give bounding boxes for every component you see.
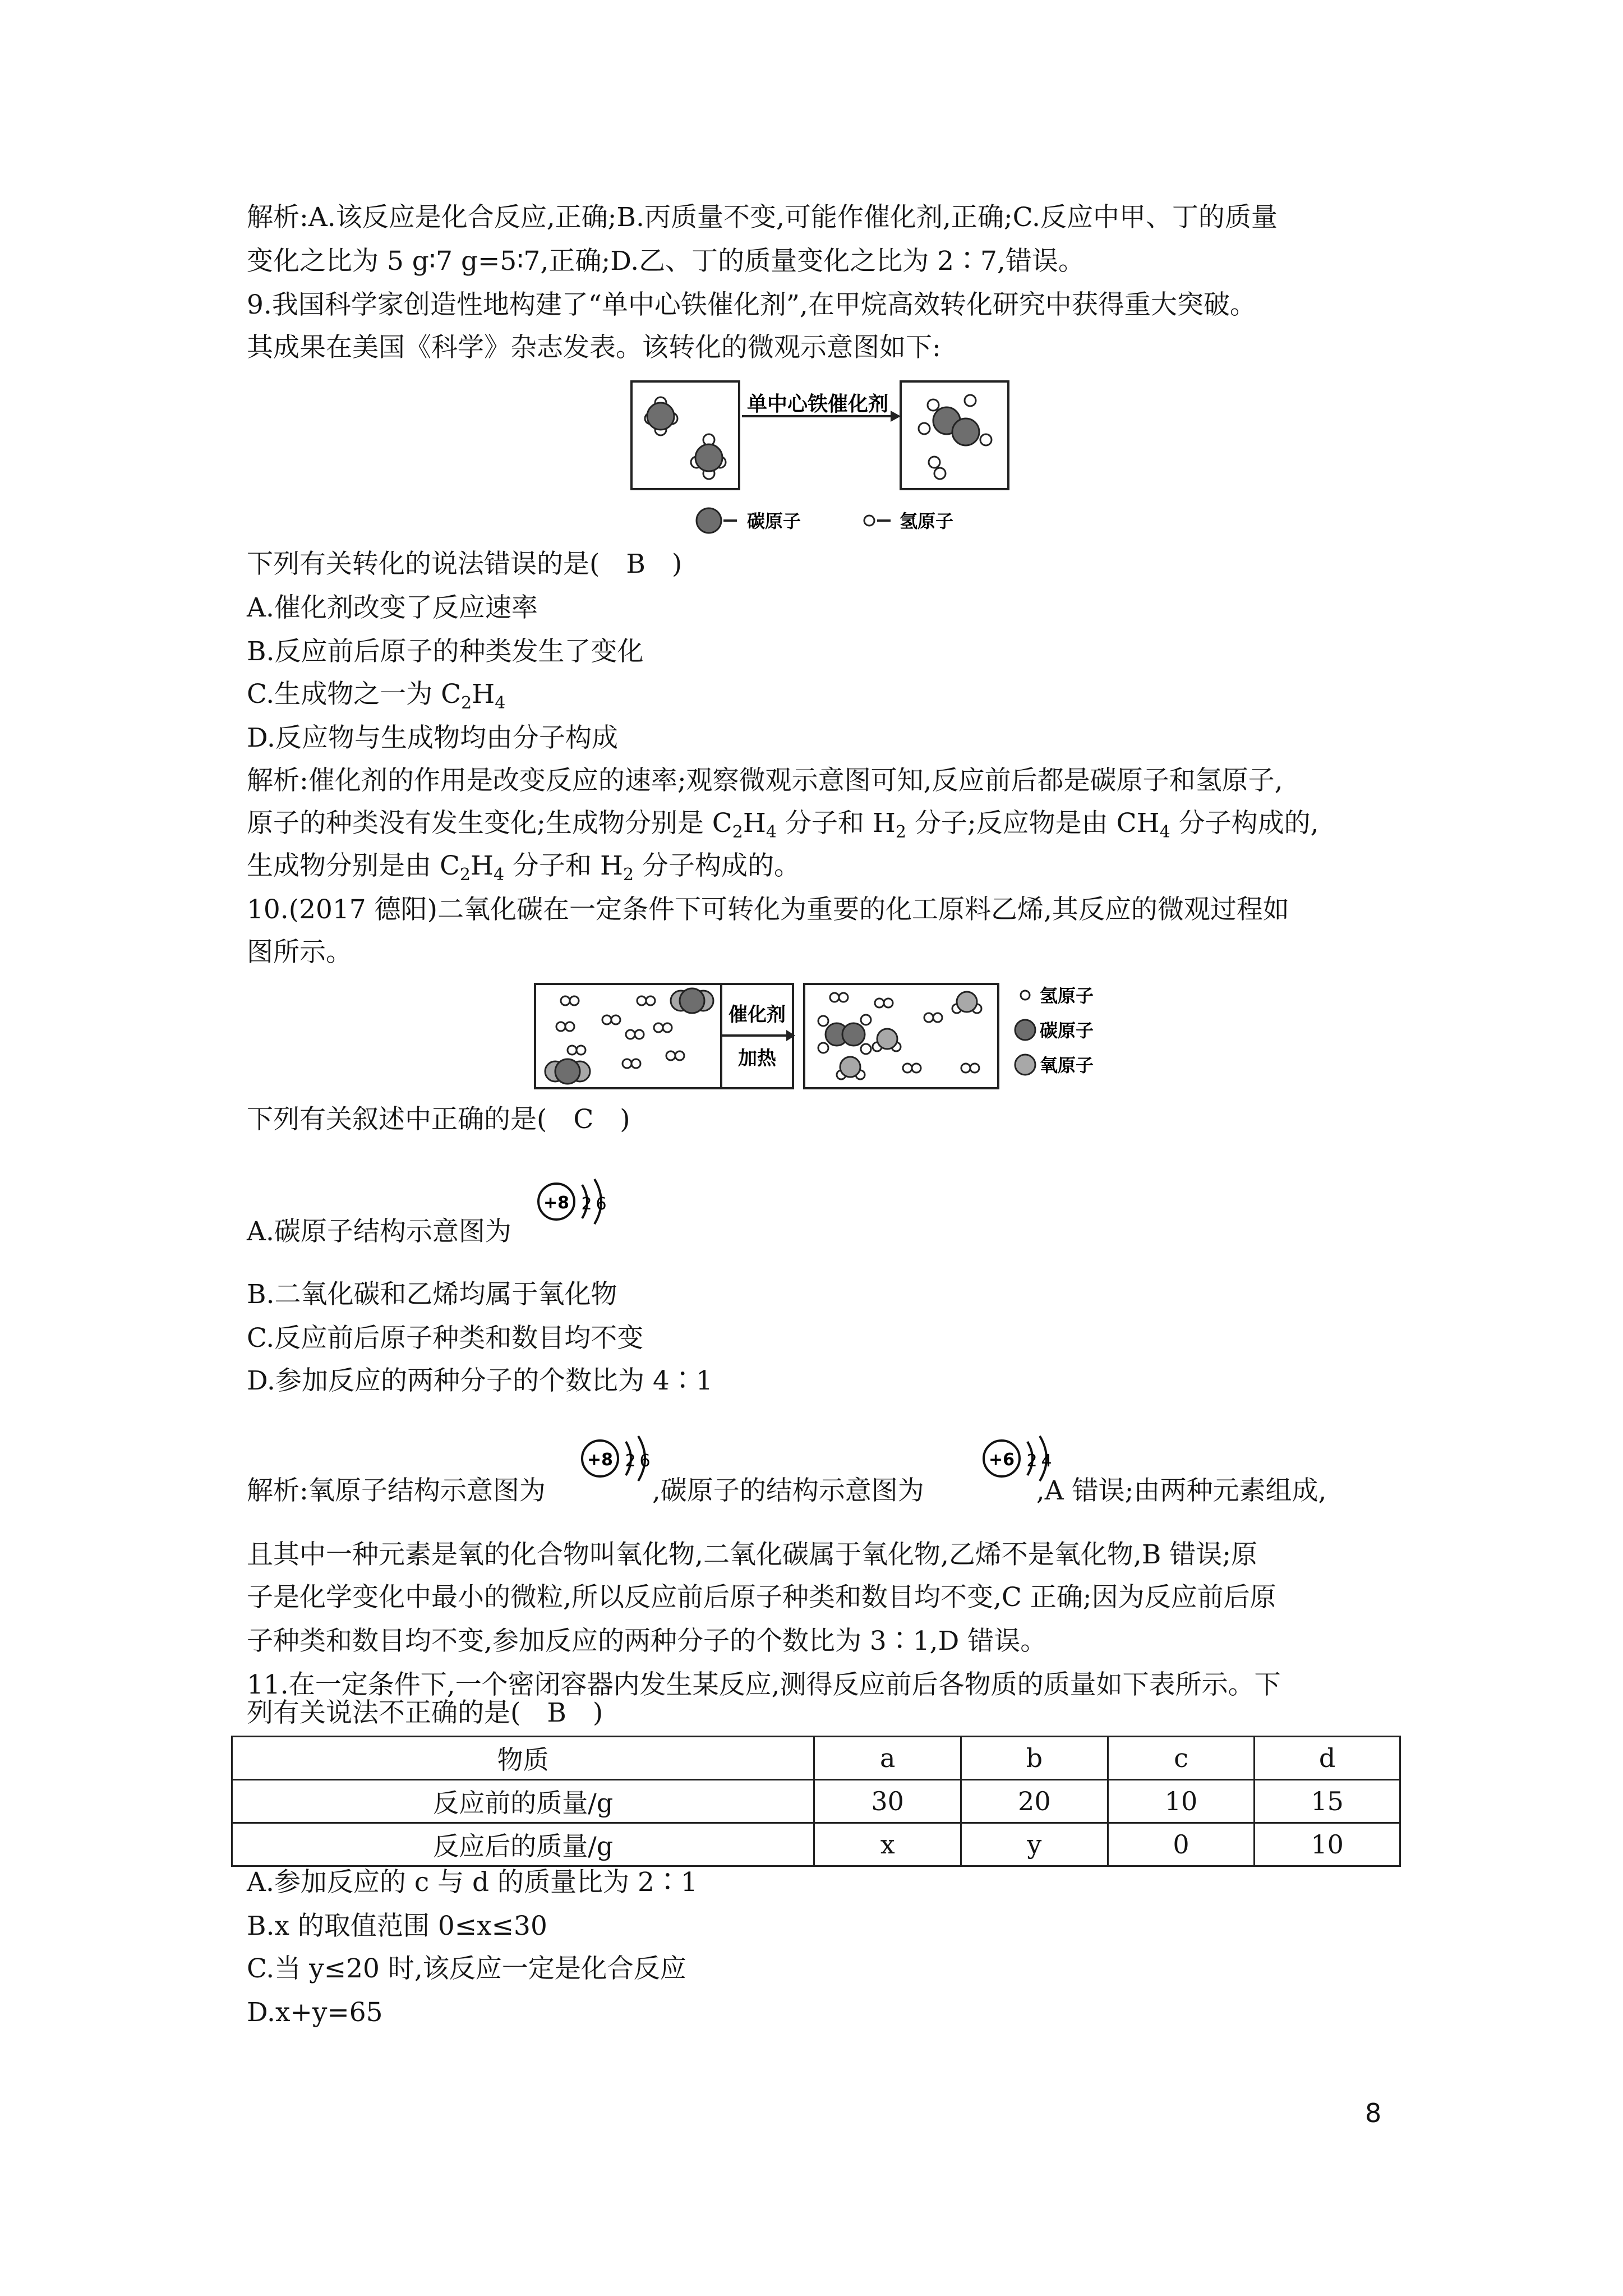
- table-cell: 0: [1108, 1823, 1255, 1866]
- analysis-q10-line1: 解析:氧原子结构示意图为 ,碳原子的结构示意图为 ,A 错误;由两种元素组成,: [247, 1475, 1327, 1506]
- analysis-q10-line3: 子是化学变化中最小的微粒,所以反应前后原子种类和数目均不变,C 正确;因为反应前后原: [247, 1582, 1276, 1613]
- table-cell: 10: [1108, 1780, 1255, 1823]
- svg-text:+8: +8: [543, 1193, 570, 1213]
- question-10-option-c: C.反应前后原子种类和数目均不变: [247, 1323, 644, 1354]
- question-9-option-a: A.催化剂改变了反应速率: [247, 592, 538, 623]
- question-10-line2: 图所示。: [247, 937, 352, 968]
- svg-text:4: 4: [1041, 1451, 1052, 1471]
- table-header-cell: d: [1255, 1737, 1400, 1780]
- table-cell: 30: [814, 1780, 961, 1823]
- svg-text:氢原子: 氢原子: [900, 510, 954, 532]
- question-11-option-b: B.x 的取值范围 0≤x≤30: [247, 1911, 547, 1941]
- svg-text:氧原子: 氧原子: [1040, 1055, 1094, 1076]
- analysis-q10-line4: 子种类和数目均不变,参加反应的两种分子的个数比为 3∶1,D 错误。: [247, 1626, 1047, 1657]
- legend-carbon: [697, 508, 801, 533]
- carbon-atom-structure-diagram: [978, 1430, 1079, 1500]
- table-header-cell: c: [1108, 1737, 1255, 1780]
- question-9-option-d: D.反应物与生成物均由分子构成: [247, 723, 618, 753]
- svg-text:2: 2: [625, 1451, 636, 1471]
- table-cell: 10: [1255, 1823, 1400, 1866]
- water-molecule-3: [837, 1057, 865, 1079]
- analysis-q10-line2: 且其中一种元素是氧的化合物叫氧化物,二氧化碳属于氧化物,乙烯不是氧化物,B 错误;原: [247, 1539, 1258, 1570]
- question-9-option-c: C.生成物之一为 $C_2H_4$: [247, 679, 506, 713]
- condition-heat: 加热: [738, 1047, 776, 1070]
- question-11-line2: 列有关说法不正确的是( B ): [247, 1697, 603, 1728]
- question-10-line1: 10.(2017 德阳)二氧化碳在一定条件下可转化为重要的化工原料乙烯,其反应的微观过程如: [247, 894, 1289, 925]
- question-10-stem: 下列有关叙述中正确的是( C ): [247, 1104, 630, 1135]
- hydrogen-molecules-reactant: [556, 996, 684, 1068]
- oxygen-atom-structure-diagram-a: [533, 1174, 634, 1243]
- water-molecule-1: [952, 992, 981, 1013]
- oxygen-atom-structure-diagram: [577, 1430, 677, 1500]
- legend-carbon: [1015, 1020, 1094, 1041]
- water-molecule-2: [873, 1029, 901, 1051]
- legend-hydrogen: [864, 510, 953, 532]
- svg-text:+8: +8: [587, 1450, 614, 1470]
- condition-catalyst: 催化剂: [728, 1004, 786, 1026]
- table-header-cell: 物质: [232, 1737, 814, 1780]
- question-10-option-b: B.二氧化碳和乙烯均属于氧化物: [247, 1279, 617, 1310]
- methane-conversion-diagram: [627, 378, 1014, 541]
- mass-table: [231, 1736, 1401, 1867]
- analysis-q9-line1: 解析:催化剂的作用是改变反应的速率;观察微观示意图可知,反应前后都是碳原子和氢原子,: [247, 765, 1283, 796]
- svg-text:氢原子: 氢原子: [1040, 985, 1094, 1006]
- legend-oxygen: [1015, 1055, 1094, 1076]
- question-11-line1: 11.在一定条件下,一个密闭容器内发生某反应,测得反应前后各物质的质量如下表所示。下: [247, 1669, 1281, 1700]
- table-cell: 20: [961, 1780, 1108, 1823]
- ethylene-molecule: [818, 1015, 871, 1054]
- analysis-q8-line2: 变化之比为 5 g∶7 g=5∶7,正确;D.乙、丁的质量变化之比为 2∶7,错误。: [247, 246, 1085, 277]
- question-9-line1: 9.我国科学家创造性地构建了“单中心铁催化剂”,在甲烷高效转化研究中获得重大突破。: [247, 289, 1256, 320]
- table-cell: x: [814, 1823, 961, 1866]
- question-10-option-a: A.碳原子结构示意图为: [247, 1216, 511, 1247]
- question-9-option-b: B.反应前后原子的种类发生了变化: [247, 636, 644, 667]
- table-cell: 反应后的质量/g: [232, 1823, 814, 1866]
- svg-text:6: 6: [596, 1194, 607, 1214]
- ethylene-molecule: [919, 395, 992, 445]
- question-9-stem: 下列有关转化的说法错误的是( B ): [247, 549, 683, 579]
- methane-molecule-1: [645, 397, 677, 435]
- catalyst-label: 单中心铁催化剂: [746, 393, 889, 416]
- reactant-box: [631, 381, 739, 489]
- table-row: [232, 1780, 1400, 1823]
- analysis-q9-line3: 生成物分别是由 $C_2H_4$ 分子和 $H_2$ 分子构成的。: [247, 850, 801, 885]
- table-cell: 15: [1255, 1780, 1400, 1823]
- svg-text:碳原子: 碳原子: [1040, 1020, 1094, 1041]
- table-header-row: [232, 1737, 1400, 1780]
- co2-to-ethylene-diagram: [532, 981, 1115, 1098]
- table-header-cell: a: [814, 1737, 961, 1780]
- legend-hydrogen: [1021, 985, 1094, 1006]
- question-11-option-c: C.当 y≤20 时,该反应一定是化合反应: [247, 1953, 686, 1984]
- svg-text:6: 6: [639, 1451, 651, 1471]
- co2-molecule-2: [545, 1059, 590, 1084]
- analysis-q9-line2: 原子的种类没有发生变化;生成物分别是 $C_2H_4$ 分子和 $H_2$ 分子;反应物是由 $CH_4$ 分子构成的,: [247, 808, 1319, 842]
- methane-molecule-2: [691, 434, 726, 479]
- table-row: [232, 1823, 1400, 1866]
- co2-molecule-1: [671, 988, 713, 1013]
- table-cell: 反应前的质量/g: [232, 1780, 814, 1823]
- analysis-q8-line1: 解析:A.该反应是化合反应,正确;B.丙质量不变,可能作催化剂,正确;C.反应中甲、丁的质量: [247, 202, 1278, 233]
- table-cell: y: [961, 1823, 1108, 1866]
- svg-text:+6: +6: [988, 1450, 1015, 1470]
- hydrogen-molecule: [929, 457, 946, 479]
- svg-text:2: 2: [1026, 1451, 1038, 1471]
- page-number: 8: [1365, 2098, 1382, 2128]
- question-10-option-d: D.参加反应的两种分子的个数比为 4∶1: [247, 1365, 713, 1396]
- question-9-line2: 其成果在美国《科学》杂志发表。该转化的微观示意图如下:: [247, 332, 941, 363]
- question-11-option-a: A.参加反应的 c 与 d 的质量比为 2∶1: [247, 1867, 698, 1898]
- question-11-option-d: D.x+y=65: [247, 1997, 383, 2028]
- svg-text:2: 2: [581, 1194, 592, 1214]
- svg-text:碳原子: 碳原子: [747, 510, 801, 532]
- table-header-cell: b: [961, 1737, 1108, 1780]
